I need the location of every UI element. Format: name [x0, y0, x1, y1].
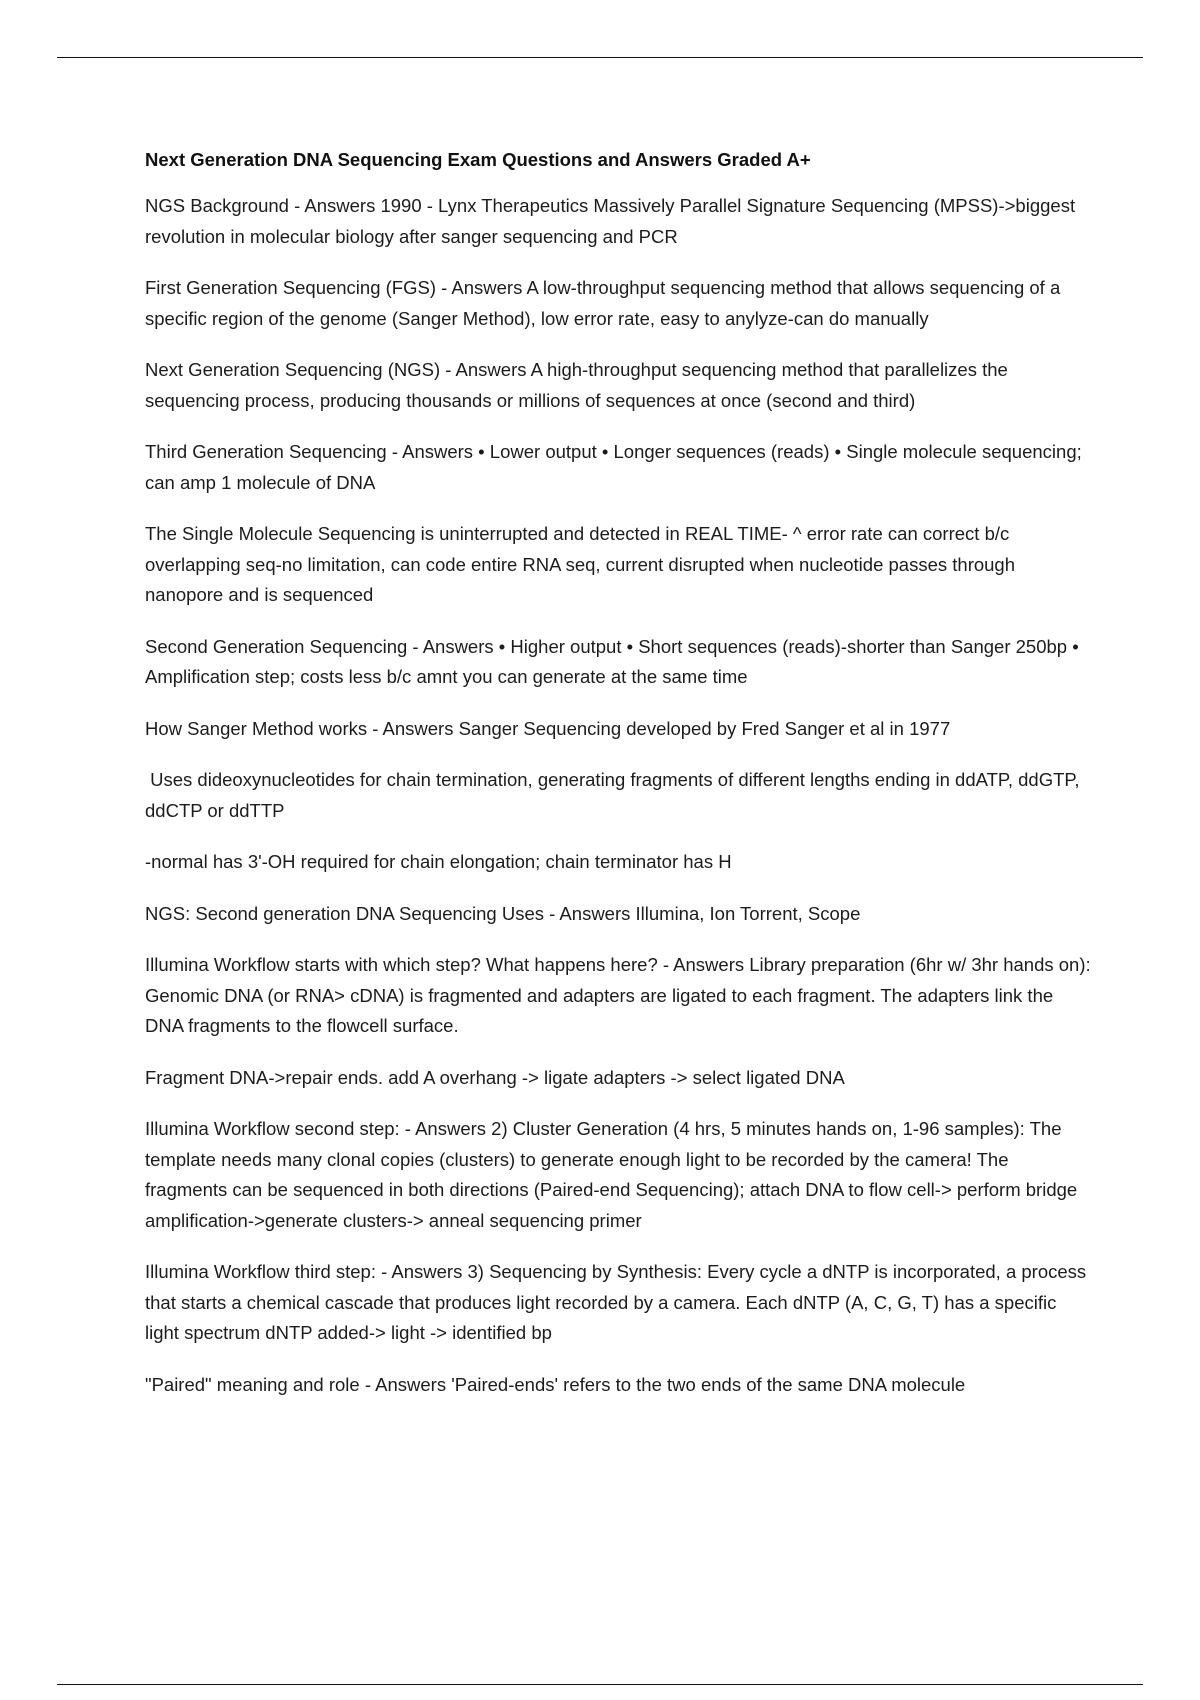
- paragraph-illumina-third-step: Illumina Workflow third step: - Answers 3) Sequencing by Synthesis: Every cycle a dNTP is incorporated, a process that starts a chemical cascade that produces light recorded by a camera. Each dNTP (A, C, G, T) has a specific light spectrum dNTP added-> light -> identified bp: [145, 1261, 1092, 1343]
- footer-rule: [57, 1684, 1143, 1685]
- paragraph-ngs-uses: NGS: Second generation DNA Sequencing Uses - Answers Illumina, Ion Torrent, Scope: [145, 902, 861, 924]
- paragraph-illumina-second-step: Illumina Workflow second step: - Answers 2) Cluster Generation (4 hrs, 5 minutes hands on, 1-96 samples): The template needs many clonal copies (clusters) to generate enough light to be recorded by the camera! The fragments can be sequenced in both directions (Paired-end Sequencing); attach DNA to flow cell-> perform bridge amplification->generate clusters-> anneal sequencing primer: [145, 1118, 1083, 1231]
- paragraph-dideoxynucleotides: Uses dideoxynucleotides for chain termination, generating fragments of different lengths ending in ddATP, ddGTP, ddCTP or ddTTP: [145, 769, 1085, 821]
- paragraph-chain-terminator: -normal has 3'-OH required for chain elongation; chain terminator has H: [145, 851, 732, 872]
- paragraph-illumina-first-step: Illumina Workflow starts with which step? What happens here? - Answers Library preparation (6hr w/ 3hr hands on): Genomic DNA (or RNA> cDNA) is fragmented and adapters are ligated to each fragment. The adapters link the DNA fragments to the flowcell surface.: [145, 954, 1096, 1036]
- header-rule: [57, 57, 1143, 58]
- paragraph-single-molecule: The Single Molecule Sequencing is uninterrupted and detected in REAL TIME- ^ error rate can correct b/c overlapping seq-no limitation, can code entire RNA seq, current disrupted when nucleotide passes through nanopore and is sequenced: [145, 523, 1021, 605]
- document-body: [145, 145, 1095, 1421]
- paragraph-first-generation: First Generation Sequencing (FGS) - Answers A low-throughput sequencing method that allows sequencing of a specific region of the genome (Sanger Method), low error rate, easy to anylyze-can do manually: [145, 277, 1066, 329]
- paragraph-fragment-dna: Fragment DNA->repair ends. add A overhang -> ligate adapters -> select ligated DNA: [145, 1066, 845, 1088]
- paragraph-ngs-background: NGS Background - Answers 1990 - Lynx Therapeutics Massively Parallel Signature Sequencing (MPSS)->biggest revolution in molecular biology after sanger sequencing and PCR: [145, 195, 1081, 247]
- paragraph-third-generation: Third Generation Sequencing - Answers • Lower output • Longer sequences (reads) • Single molecule sequencing; can amp 1 molecule of DNA: [145, 441, 1087, 493]
- paragraph-sanger-method: How Sanger Method works - Answers Sanger Sequencing developed by Fred Sanger et al in 1977: [145, 717, 951, 739]
- paragraph-paired-meaning: "Paired" meaning and role - Answers 'Paired-ends' refers to the two ends of the same DNA molecule: [145, 1373, 966, 1395]
- paragraph-next-generation: Next Generation Sequencing (NGS) - Answers A high-throughput sequencing method that parallelizes the sequencing process, producing thousands or millions of sequences at once (second and third): [145, 359, 1013, 411]
- document-title: Next Generation DNA Sequencing Exam Questions and Answers Graded A+: [145, 149, 811, 170]
- paragraph-second-generation: Second Generation Sequencing - Answers • Higher output • Short sequences (reads)-shorter than Sanger 250bp • Amplification step; costs less b/c amnt you can generate at the same time: [145, 635, 1083, 687]
